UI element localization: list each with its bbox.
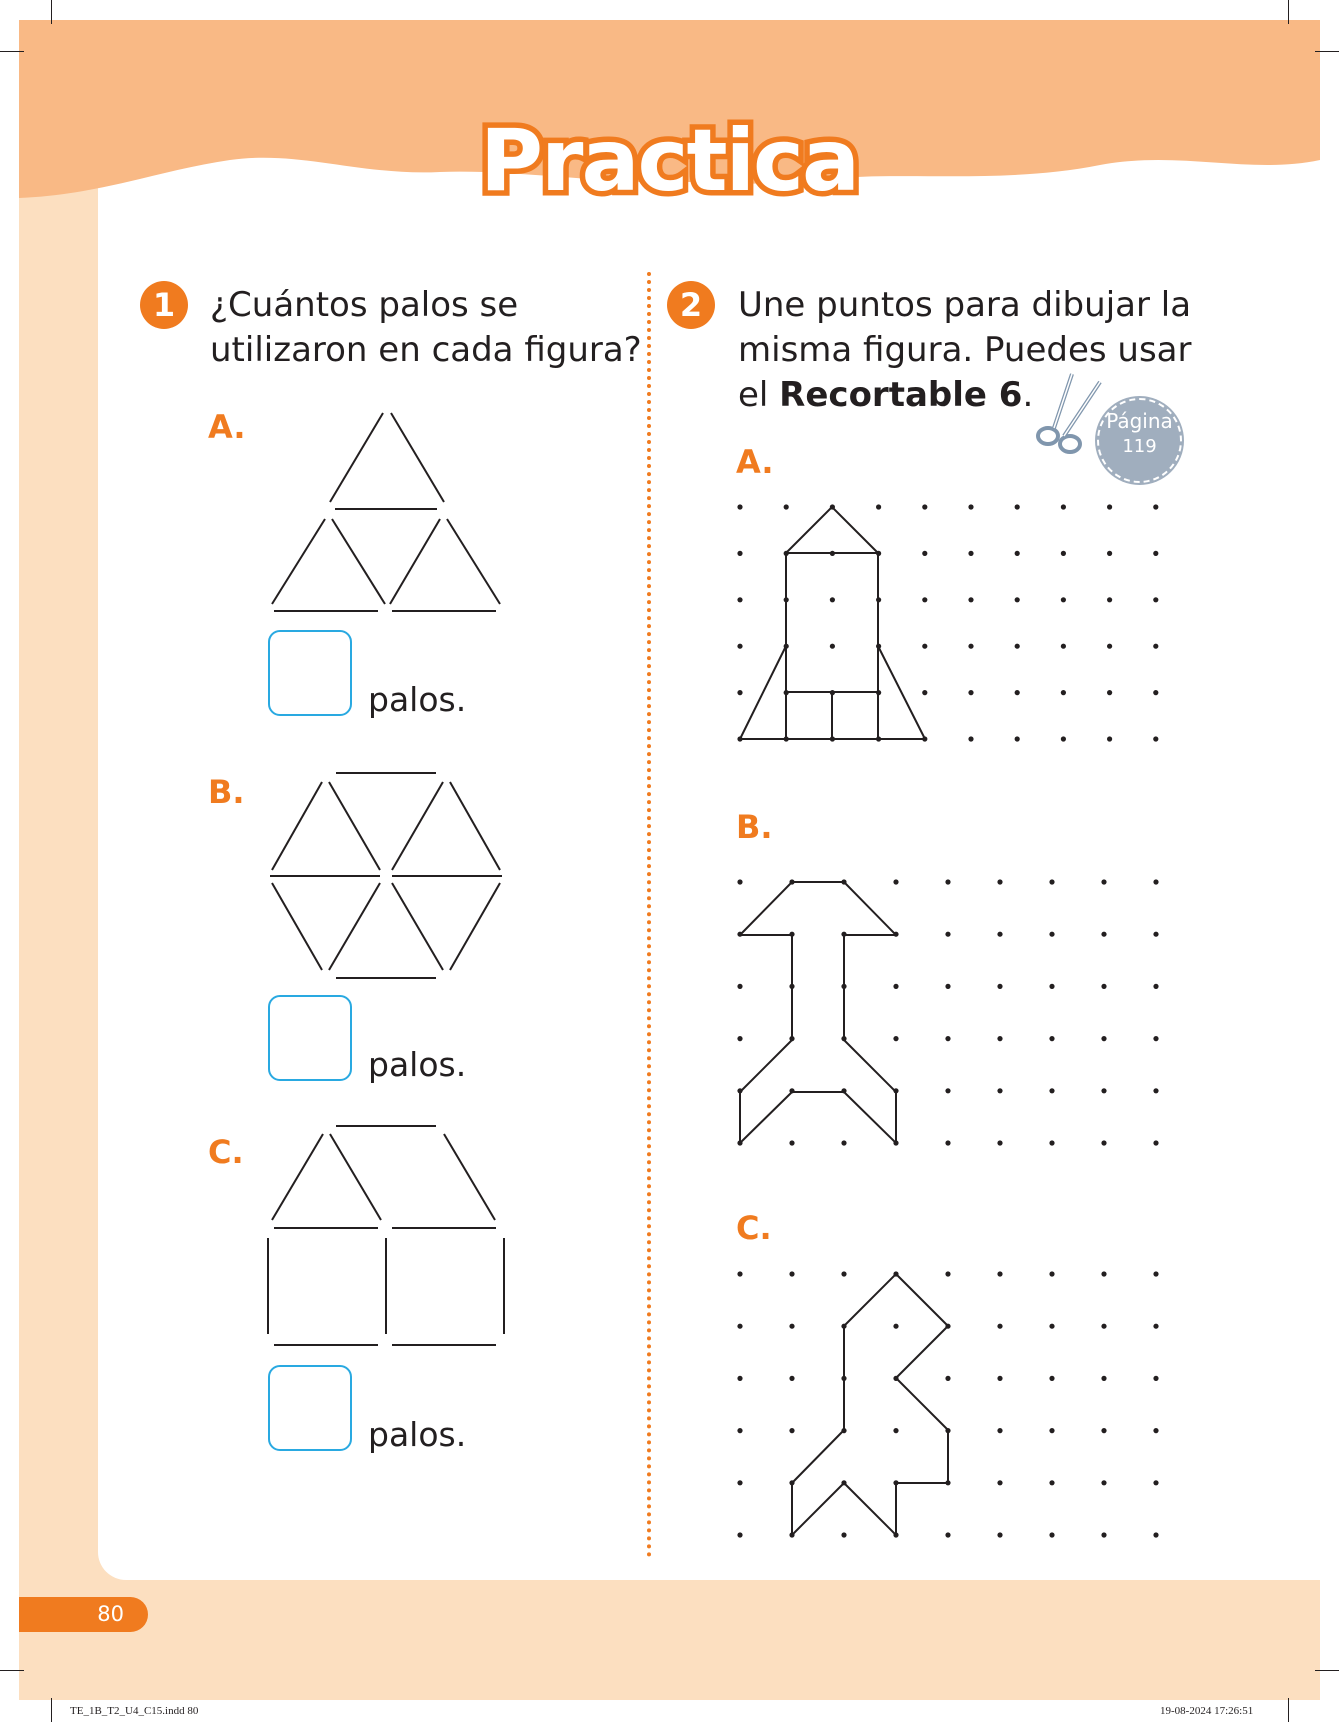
badge-page: 119 [1122, 436, 1157, 457]
unit-label-a: palos. [368, 680, 467, 719]
grid-dot[interactable] [1061, 736, 1066, 741]
grid-dot[interactable] [968, 736, 973, 741]
unit-label-c: palos. [368, 1415, 467, 1454]
grid-dot[interactable] [1015, 551, 1020, 556]
grid-dot[interactable] [1101, 1376, 1106, 1381]
recortable-reference: Recortable 6 [779, 375, 1023, 415]
grid-dot[interactable] [922, 690, 927, 695]
grid-dot[interactable] [893, 1036, 898, 1041]
grid-dot[interactable] [997, 879, 1002, 884]
grid-dot[interactable] [997, 1140, 1002, 1145]
grid-dot[interactable] [997, 1376, 1002, 1381]
crop-mark [1315, 1670, 1339, 1671]
grid-dot[interactable] [1153, 1428, 1158, 1433]
exercise-2-number: 2 [667, 281, 715, 329]
grid-dot[interactable] [737, 984, 742, 989]
grid-dot[interactable] [1101, 1532, 1106, 1537]
grid-dot[interactable] [737, 1532, 742, 1537]
unit-label-b: palos. [368, 1045, 467, 1084]
grid-dot[interactable] [1101, 1271, 1106, 1276]
grid-dot[interactable] [1049, 1376, 1054, 1381]
grid-dot[interactable] [1015, 597, 1020, 602]
grid-dot[interactable] [1015, 736, 1020, 741]
print-timestamp: 19-08-2024 17:26:51 [1160, 1705, 1254, 1717]
grid-dot[interactable] [737, 690, 742, 695]
grid-dot[interactable] [997, 1428, 1002, 1433]
grid-dot[interactable] [1015, 690, 1020, 695]
grid-dot[interactable] [1153, 879, 1158, 884]
grid-dot[interactable] [1153, 690, 1158, 695]
grid-dot[interactable] [922, 504, 927, 509]
grid-dot[interactable] [737, 551, 742, 556]
grid-dot[interactable] [1153, 551, 1158, 556]
grid-dot[interactable] [1153, 1532, 1158, 1537]
grid-dot[interactable] [841, 1271, 846, 1276]
grid-dot[interactable] [737, 644, 742, 649]
grid-dot[interactable] [1049, 984, 1054, 989]
grid-dot[interactable] [893, 984, 898, 989]
grid-dot[interactable] [1101, 932, 1106, 937]
grid-dot[interactable] [1049, 1271, 1054, 1276]
grid-dot[interactable] [737, 1271, 742, 1276]
grid-dot[interactable] [1153, 597, 1158, 602]
grid-dot[interactable] [1049, 1480, 1054, 1485]
grid-dot[interactable] [922, 644, 927, 649]
grid-label-c: C. [736, 1209, 772, 1247]
grid-dot[interactable] [1049, 1140, 1054, 1145]
grid-dot[interactable] [945, 1088, 950, 1093]
instruction-text: el [738, 375, 780, 415]
grid-dot[interactable] [737, 1376, 742, 1381]
grid-dot[interactable] [968, 597, 973, 602]
grid-dot[interactable] [997, 1480, 1002, 1485]
grid-dot[interactable] [1101, 1428, 1106, 1433]
figure-label-c: C. [208, 1133, 244, 1171]
grid-dot[interactable] [830, 644, 835, 649]
grid-dot[interactable] [1015, 504, 1020, 509]
instruction-text: . [1022, 375, 1034, 415]
grid-dot[interactable] [737, 1480, 742, 1485]
grid-dot[interactable] [1153, 1376, 1158, 1381]
grid-dot[interactable] [789, 1376, 794, 1381]
grid-dot[interactable] [945, 1532, 950, 1537]
grid-dot[interactable] [1049, 879, 1054, 884]
grid-dot[interactable] [1153, 736, 1158, 741]
dot-grid-c [737, 1271, 1158, 1537]
grid-dot[interactable] [1107, 504, 1112, 509]
grid-dot[interactable] [968, 690, 973, 695]
grid-dot[interactable] [876, 504, 881, 509]
grid-label-b: B. [736, 808, 773, 846]
grid-dot[interactable] [945, 1140, 950, 1145]
crop-mark [0, 1670, 24, 1671]
grid-dot[interactable] [1107, 597, 1112, 602]
grid-dot[interactable] [1049, 1088, 1054, 1093]
grid-dot[interactable] [830, 597, 835, 602]
grid-dot[interactable] [1101, 1480, 1106, 1485]
grid-dot[interactable] [789, 1324, 794, 1329]
grid-dot[interactable] [997, 984, 1002, 989]
grid-label-a: A. [736, 443, 774, 481]
instruction-line: Une puntos para dibujar la [738, 285, 1192, 325]
grid-dot[interactable] [1101, 1088, 1106, 1093]
exercise-1-number: 1 [140, 281, 188, 329]
grid-dot[interactable] [945, 1036, 950, 1041]
figure-label-a: A. [208, 408, 246, 446]
grid-dot[interactable] [737, 1324, 742, 1329]
grid-dot[interactable] [737, 1428, 742, 1433]
grid-dot[interactable] [893, 1428, 898, 1433]
grid-dot[interactable] [1101, 1036, 1106, 1041]
grid-dot[interactable] [997, 1271, 1002, 1276]
grid-dot[interactable] [737, 597, 742, 602]
grid-dot[interactable] [1153, 644, 1158, 649]
grid-dot[interactable] [1153, 984, 1158, 989]
grid-dot[interactable] [1153, 1324, 1158, 1329]
grid-dot[interactable] [1153, 1088, 1158, 1093]
question-line: utilizaron en cada figura? [210, 330, 642, 370]
grid-dot[interactable] [737, 879, 742, 884]
grid-dot[interactable] [1153, 1036, 1158, 1041]
arrow-figure [740, 882, 896, 1143]
grid-dot[interactable] [1049, 1324, 1054, 1329]
grid-dot[interactable] [1049, 1036, 1054, 1041]
grid-dot[interactable] [893, 879, 898, 884]
grid-dot[interactable] [1061, 504, 1066, 509]
grid-dot[interactable] [841, 1140, 846, 1145]
instruction-line: misma figura. Puedes usar [738, 330, 1192, 370]
dot-grid-b [737, 879, 1158, 1145]
grid-dot[interactable] [1015, 644, 1020, 649]
grid-dot[interactable] [1049, 1532, 1054, 1537]
grid-dot[interactable] [1107, 736, 1112, 741]
bird-figure [792, 1274, 948, 1535]
grid-dot[interactable] [1061, 644, 1066, 649]
grid-dot[interactable] [1153, 1140, 1158, 1145]
grid-dot[interactable] [1153, 1271, 1158, 1276]
grid-dot[interactable] [1101, 879, 1106, 884]
figure-label-b: B. [208, 773, 245, 811]
grid-dot[interactable] [1101, 1140, 1106, 1145]
grid-dot[interactable] [968, 551, 973, 556]
grid-dot[interactable] [997, 932, 1002, 937]
dot-grid-a [737, 504, 1158, 741]
grid-dot[interactable] [945, 1376, 950, 1381]
grid-dot[interactable] [1061, 690, 1066, 695]
grid-dot[interactable] [1153, 504, 1158, 509]
grid-dot[interactable] [1061, 597, 1066, 602]
grid-dot[interactable] [945, 879, 950, 884]
grid-dot[interactable] [893, 1324, 898, 1329]
grid-dot[interactable] [737, 504, 742, 509]
grid-dot[interactable] [945, 1271, 950, 1276]
grid-dot[interactable] [737, 1036, 742, 1041]
grid-dot[interactable] [789, 1140, 794, 1145]
grid-dot[interactable] [1061, 551, 1066, 556]
grid-dot[interactable] [1107, 644, 1112, 649]
grid-dot[interactable] [945, 932, 950, 937]
crop-mark [1288, 1698, 1289, 1722]
grid-dot[interactable] [789, 1428, 794, 1433]
page-number: 80 [19, 1597, 148, 1632]
grid-dot[interactable] [997, 1088, 1002, 1093]
grid-dot[interactable] [1153, 1480, 1158, 1485]
grid-dot[interactable] [1049, 932, 1054, 937]
file-slug: TE_1B_T2_U4_C15.indd 80 [70, 1705, 199, 1717]
grid-dot[interactable] [1107, 551, 1112, 556]
rocket-figure [740, 507, 925, 739]
grid-dot[interactable] [922, 551, 927, 556]
grid-dot[interactable] [997, 1036, 1002, 1041]
grid-dot[interactable] [789, 1271, 794, 1276]
crop-mark [51, 1698, 52, 1722]
page-title: Practica [480, 111, 859, 211]
grid-dot[interactable] [1101, 1324, 1106, 1329]
grid-dot[interactable] [922, 597, 927, 602]
grid-dot[interactable] [841, 1532, 846, 1537]
badge-label: Página [1106, 409, 1173, 433]
grid-dot[interactable] [968, 504, 973, 509]
grid-dot[interactable] [1049, 1428, 1054, 1433]
grid-dot[interactable] [1101, 984, 1106, 989]
grid-dot[interactable] [997, 1532, 1002, 1537]
grid-dot[interactable] [1107, 690, 1112, 695]
question-line: ¿Cuántos palos se [210, 285, 519, 325]
grid-dot[interactable] [997, 1324, 1002, 1329]
grid-dot[interactable] [1153, 932, 1158, 937]
grid-dot[interactable] [968, 644, 973, 649]
grid-dot[interactable] [784, 504, 789, 509]
grid-dot[interactable] [945, 984, 950, 989]
